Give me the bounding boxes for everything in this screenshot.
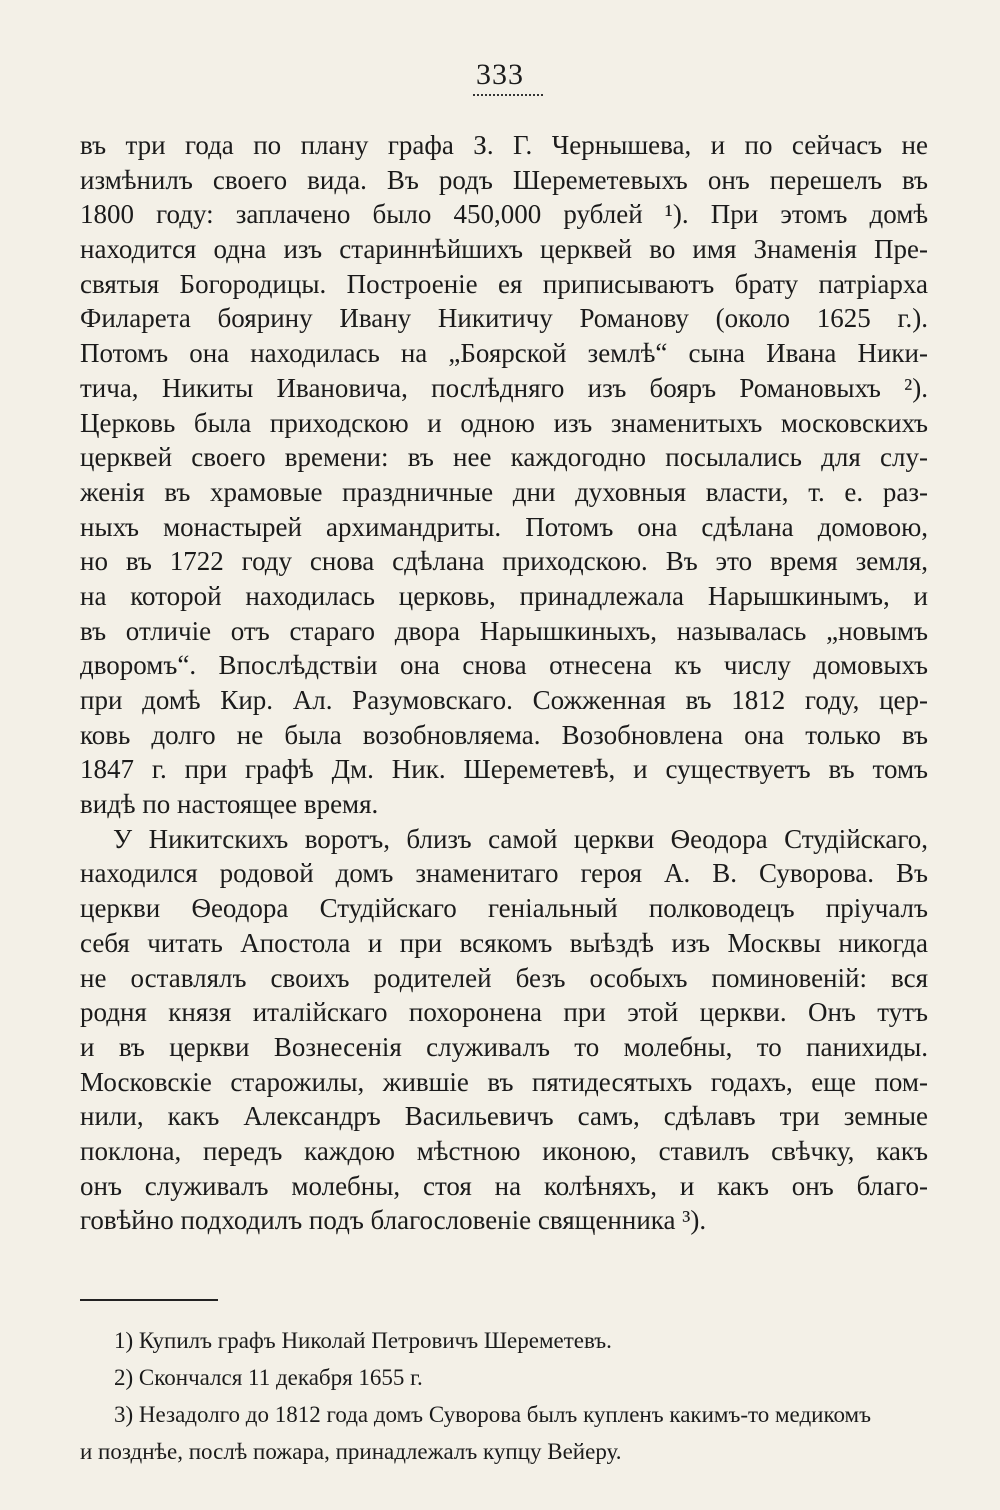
text-line: ковь долго не была возобновляема. Возобновлена она только въ bbox=[80, 719, 928, 750]
footnote-2: 2) Скончался 11 декабря 1655 г. bbox=[114, 1365, 423, 1390]
footnotes bbox=[80, 1322, 928, 1470]
footnote-divider bbox=[80, 1299, 218, 1301]
text-line: онъ служивалъ молебны, стоя на колѣняхъ, и какъ онъ благо- bbox=[80, 1170, 928, 1201]
text-line: нили, какъ Александръ Васильевичъ самъ, сдѣлавъ три земные bbox=[80, 1101, 928, 1132]
text-line: родня князя италійскаго похоронена при этой церкви. Онъ тутъ bbox=[80, 997, 928, 1028]
main-text bbox=[80, 128, 928, 1238]
text-line: 1800 году: заплачено было 450,000 рублей ¹). При этомъ домѣ bbox=[80, 199, 928, 230]
text-line: въ три года по плану графа З. Г. Чернышева, и по сейчасъ не bbox=[80, 130, 928, 160]
text-line: 1847 г. при графѣ Дм. Ник. Шереметевѣ, и существуетъ въ томъ bbox=[80, 754, 928, 785]
page-number: 333 bbox=[476, 58, 524, 91]
text-line: У Никитскихъ воротъ, близъ самой церкви Ѳеодора Студійскаго, bbox=[80, 823, 928, 854]
text-line: Потомъ она находилась на „Боярской землѣ“ сына Ивана Ники- bbox=[80, 338, 928, 369]
footnote-3: 3) Незадолго до 1812 года домъ Суворова былъ купленъ какимъ-то медикомъ bbox=[114, 1402, 871, 1427]
text-line: святыя Богородицы. Построеніе ея приписываютъ брату патріарха bbox=[80, 268, 928, 299]
text-line: видѣ по настоящее время. bbox=[80, 789, 379, 820]
text-line: и въ церкви Вознесенія служивалъ то молебны, то панихиды. bbox=[80, 1031, 928, 1062]
text-line: при домѣ Кир. Ал. Разумовскаго. Сожженная въ 1812 году, цер- bbox=[80, 685, 928, 715]
text-line: ныхъ монастырей архимандриты. Потомъ она сдѣлана домовою, bbox=[80, 511, 928, 542]
text-line: дворомъ“. Впослѣдствіи она снова отнесена къ числу домовыхъ bbox=[80, 650, 928, 681]
text-line: говѣйно подходилъ подъ благословеніе священника ³). bbox=[80, 1205, 707, 1236]
text-line: въ отличіе отъ стараго двора Нарышкиныхъ, называлась „новымъ bbox=[80, 615, 928, 646]
footnote-3-continuation: и позднѣе, послѣ пожара, принадлежалъ купцу Вейеру. bbox=[80, 1439, 622, 1464]
text-line: себя читать Апостола и при всякомъ выѣздѣ изъ Москвы никогда bbox=[80, 927, 928, 958]
page-number-rule bbox=[473, 94, 543, 96]
text-line: Московскіе старожилы, жившіе въ пятидесятыхъ годахъ, еще пом- bbox=[80, 1066, 928, 1097]
text-line: находился родовой домъ знаменитаго героя А. В. Суворова. Въ bbox=[80, 858, 928, 889]
text-line: женія въ храмовые праздничные дни духовныя власти, т. е. раз- bbox=[80, 476, 928, 507]
text-line: церкви Ѳеодора Студійскаго геніальный полководецъ пріучалъ bbox=[80, 893, 928, 924]
text-line: тича, Никиты Ивановича, послѣдняго изъ бояръ Романовыхъ ²). bbox=[80, 372, 928, 403]
text-line: измѣнилъ своего вида. Въ родъ Шереметевыхъ онъ перешелъ въ bbox=[80, 164, 928, 195]
text-line: церквей своего времени: въ нее каждогодно посылались для слу- bbox=[80, 442, 928, 473]
text-line: находится одна изъ стариннѣйшихъ церквей во имя Знаменія Пре- bbox=[80, 234, 928, 265]
text-line: но въ 1722 году снова сдѣлана приходскою. Въ это время земля, bbox=[80, 546, 928, 577]
footnote-1: 1) Купилъ графъ Николай Петровичъ Шереметевъ. bbox=[114, 1328, 612, 1353]
text-line: не оставлялъ своихъ родителей безъ особыхъ поминовеній: вся bbox=[80, 962, 928, 993]
text-line: Филарета боярину Ивану Никитичу Романову (около 1625 г.). bbox=[80, 303, 928, 334]
text-line: на которой находилась церковь, принадлежала Нарышкинымъ, и bbox=[80, 580, 928, 611]
text-line: поклона, передъ каждою мѣстною иконою, ставилъ свѣчку, какъ bbox=[80, 1135, 928, 1166]
text-line: Церковь была приходскою и одною изъ знаменитыхъ московскихъ bbox=[80, 407, 928, 438]
